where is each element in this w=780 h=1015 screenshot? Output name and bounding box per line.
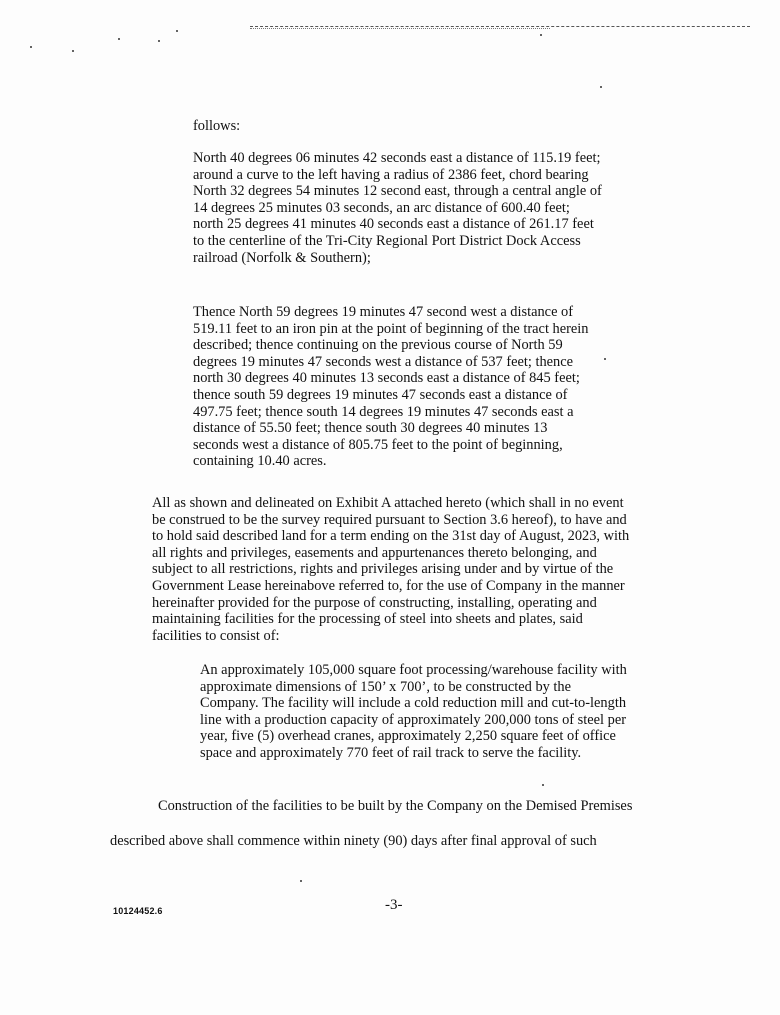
construction-line-2: described above shall commence within ninety (90) days after final approval of such — [110, 833, 597, 849]
construction-line-1: Construction of the facilities to be built by the Company on the Demised Premises — [158, 798, 633, 814]
scan-speck — [30, 46, 32, 48]
scan-speck — [300, 880, 302, 882]
main-paragraph: All as shown and delineated on Exhibit A attached hereto (which shall in no event be construed to be the survey required pursuant to Section 3.6 hereof), to have and to hold said described land for a term ending on the 31st day of August, 2023, with all rights and privileges, easements and appurtenances thereto belonging, and subject to all restrictions, rights and privileges arising under and by virtue of the Government Lease hereinabove referred to, for the use of Company in the manner hereinafter provided for the purpose of constructing, installing, operating and maintaining facilities for the processing of steel into sheets and plates, said facilities to consist of: — [152, 495, 630, 644]
intro-text: follows: — [193, 118, 241, 134]
scan-speck — [158, 40, 160, 42]
facility-description: An approximately 105,000 square foot processing/warehouse facility with approximate dimensions of 150’ x 700’, to be constructed by the Company. The facility will include a cold reduction mill and cut-to-length line with a production capacity of approximately 200,000 tons of steel per year, five (5) overhead cranes, approximately 2,250 square feet of office space and approximately 770 feet of rail track to serve the facility. — [200, 662, 627, 761]
legal-description-2: Thence North 59 degrees 19 minutes 47 second west a distance of 519.11 feet to an iron pin at the point of beginning of the tract herein described; thence continuing on the previous course of North 59 degrees 19 minutes 47 seconds west a distance of 537 feet; thence north 30 degrees 40 minutes 13 seconds east a distance of 845 feet; thence south 59 degrees 19 minutes 47 seconds east a distance of 497.75 feet; thence south 14 degrees 19 minutes 47 seconds east a distance of 55.50 feet; thence south 30 degrees 40 minutes 13 seconds west a distance of 805.75 feet to the point of beginning, containing 10.40 acres. — [193, 304, 589, 470]
legal-description-1: North 40 degrees 06 minutes 42 seconds east a distance of 115.19 feet; around a curve to the left having a radius of 2386 feet, chord bearing North 32 degrees 54 minutes 12 second east, through a central angle of 14 degrees 25 minutes 03 seconds, an arc distance of 600.40 feet; north 25 degrees 41 minutes 40 seconds east a distance of 261.17 feet to the centerline of the Tri-City Regional Port District Dock Access railroad (Norfolk & Southern); — [193, 150, 602, 266]
scan-speck — [176, 30, 178, 32]
scan-speck — [600, 86, 602, 88]
scan-speck — [72, 50, 74, 52]
scan-speck — [118, 38, 120, 40]
scan-header-rule — [250, 26, 750, 27]
document-id: 10124452.6 — [113, 906, 163, 916]
scan-speck — [540, 34, 542, 36]
page-number: -3- — [385, 897, 403, 913]
scan-speck — [542, 784, 544, 786]
scan-header-rule-secondary — [250, 28, 550, 29]
scan-speck — [604, 358, 606, 360]
